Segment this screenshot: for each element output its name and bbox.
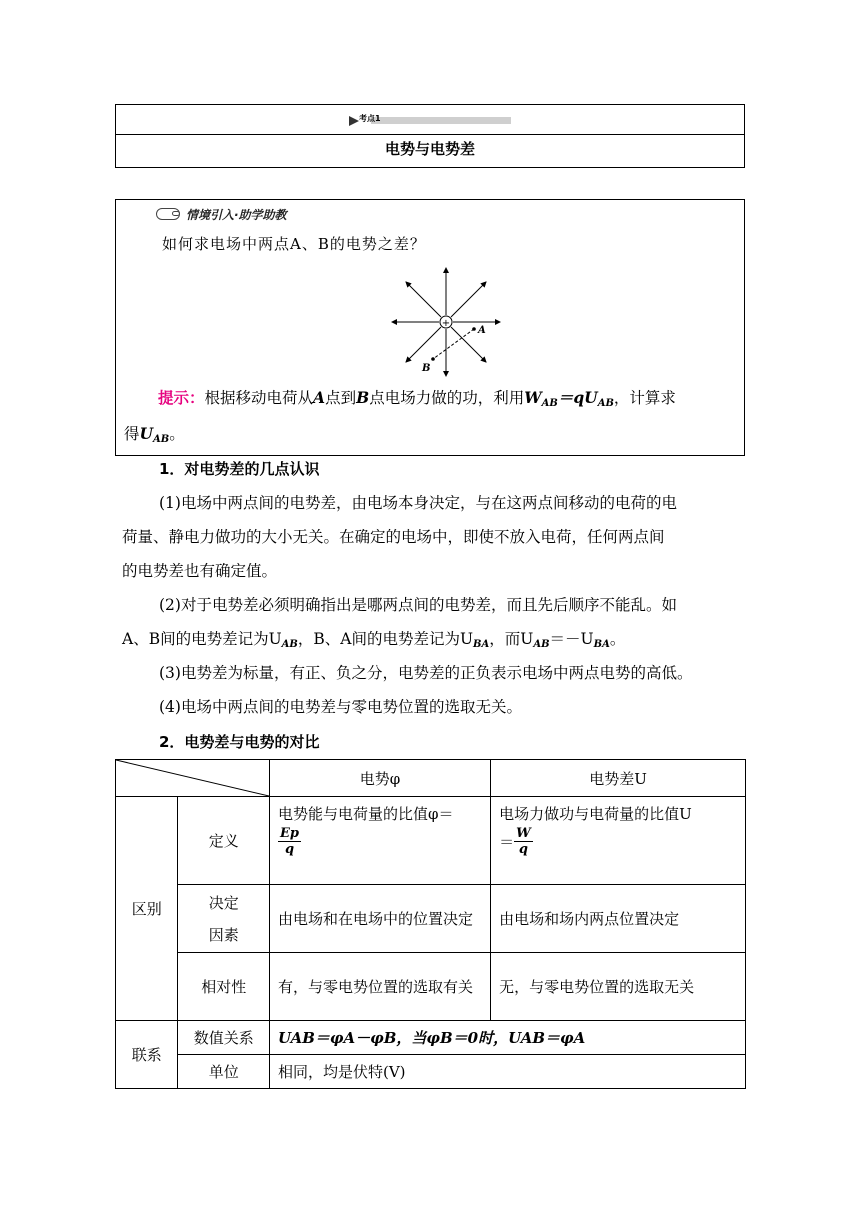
table-row [116, 797, 746, 885]
fraction-w-q [514, 826, 533, 857]
hint-text: 根据移动电荷从 [204, 389, 314, 407]
p2-text: A、B间的电势差记为U [122, 630, 282, 648]
paragraph-2-line-1: (2)对于电势差必须明确指出是哪两点间的电势差，而且先后顺序不能乱。如 [159, 596, 677, 614]
hint-var: W [524, 388, 542, 407]
header-potential: 电势φ [270, 760, 491, 797]
section-title: 电势与电势差 [384, 140, 475, 158]
hint-var: U [139, 424, 154, 443]
fraction-denominator: q [518, 842, 528, 857]
row-label-numeric: 数值关系 [178, 1021, 270, 1055]
point-a-label: A [478, 325, 486, 336]
tag-bar [371, 117, 511, 124]
relativity-potential: 有，与零电势位置的选取有关 [270, 953, 491, 1021]
hint-var: A [313, 388, 326, 407]
section1-heading: 1．对电势差的几点认识 [159, 460, 320, 478]
table-row [116, 885, 746, 953]
p2-sub: BA [473, 639, 490, 650]
header-difference: 电势差U [491, 760, 746, 797]
diagonal-line [116, 760, 269, 796]
row-label-relativity: 相对性 [178, 953, 270, 1021]
unit-value: 相同，均是伏特(V) [270, 1055, 746, 1089]
p2-text: 。 [609, 630, 626, 648]
tag-arrow-icon [349, 116, 359, 126]
group-distinction: 区别 [116, 797, 178, 1021]
intro-label: 情境引入·助学助教 [186, 208, 287, 222]
p2-text: ＝－U [549, 630, 594, 648]
row-label-factor [178, 885, 270, 953]
hint-var: ＝qU [557, 388, 598, 407]
p2-sub: AB [281, 639, 298, 650]
row-label-factor-2: 因素 [208, 925, 239, 944]
section2-heading: 2．电势差与电势的对比 [159, 733, 320, 751]
table-row [116, 1021, 746, 1055]
row-label-definition: 定义 [178, 797, 270, 885]
table-row [116, 953, 746, 1021]
hint-line-2 [124, 422, 185, 445]
corner-cell [116, 760, 270, 797]
group-relation: 联系 [116, 1021, 178, 1089]
definition-difference [491, 797, 746, 885]
hint-line-1 [158, 386, 676, 409]
hint-text: 点到 [325, 389, 357, 407]
fraction-denominator: q [284, 842, 295, 857]
numeric-relation: UAB＝φA－φB，当φB＝0时，UAB＝φA [270, 1021, 746, 1055]
table-row [116, 1055, 746, 1089]
definition-potential-text: 电势能与电荷量的比值φ＝ [278, 805, 454, 823]
fraction-numerator: W [516, 826, 531, 841]
p2-sub: BA [593, 639, 610, 650]
p2-text: ，B、A间的电势差记为U [297, 630, 474, 648]
header-divider [116, 134, 744, 135]
point-b-label: B [422, 363, 431, 374]
fraction-ep-q [278, 826, 301, 857]
paragraph-1-line-1: (1)电场中两点间的电势差，由电场本身决定，与在这两点间移动的电荷的电 [159, 494, 677, 512]
p2-sub: AB [533, 639, 550, 650]
hint-label: 提示： [158, 389, 205, 407]
hint-text: 点电场力做的功，利用 [369, 389, 525, 407]
topic-header-box [115, 104, 745, 168]
tag-text: 考点1 [359, 114, 381, 123]
definition-potential [270, 797, 491, 885]
topic-tag [349, 114, 512, 126]
table-header-row [116, 760, 746, 797]
hint-text: 得 [124, 425, 140, 443]
factor-potential: 由电场和在电场中的位置决定 [270, 885, 491, 953]
intro-box [115, 199, 745, 456]
hint-text: 。 [169, 425, 185, 443]
paragraph-1-line-3: 的电势差也有确定值。 [122, 562, 278, 580]
point-b-dot [431, 357, 435, 361]
row-label-unit: 单位 [178, 1055, 270, 1089]
row-label-factor-1: 决定 [208, 893, 239, 912]
relativity-difference: 无，与零电势位置的选取无关 [491, 953, 746, 1021]
paragraph-4: (4)电场中两点间的电势差与零电势位置的选取无关。 [159, 698, 522, 716]
intro-question: 如何求电场中两点A、B的电势之差？ [162, 235, 426, 253]
paragraph-3: (3)电势差为标量，有正、负之分，电势差的正负表示电场中两点电势的高低。 [159, 664, 693, 682]
hint-sub: AB [153, 434, 170, 445]
equals-sign: ＝ [499, 833, 515, 851]
charge-symbol: + [441, 318, 451, 329]
paragraph-1-line-2: 荷量、静电力做功的大小无关。在确定的电场中，即使不放入电荷，任何两点间 [122, 528, 665, 546]
pointing-hand-icon [156, 208, 180, 220]
fraction-w-q-wrap [499, 826, 737, 857]
electric-field-diagram [386, 262, 506, 382]
hint-sub: AB [597, 398, 614, 409]
p2-text: ，而U [489, 630, 534, 648]
point-a-dot [472, 327, 476, 331]
hint-var: B [356, 388, 370, 407]
hint-sub: AB [541, 398, 558, 409]
factor-difference: 由电场和场内两点位置决定 [491, 885, 746, 953]
fraction-numerator: Ep [280, 826, 299, 841]
definition-difference-text: 电场力做功与电荷量的比值U [499, 805, 692, 823]
hint-text: ，计算求 [613, 389, 676, 407]
comparison-table [115, 759, 746, 1089]
